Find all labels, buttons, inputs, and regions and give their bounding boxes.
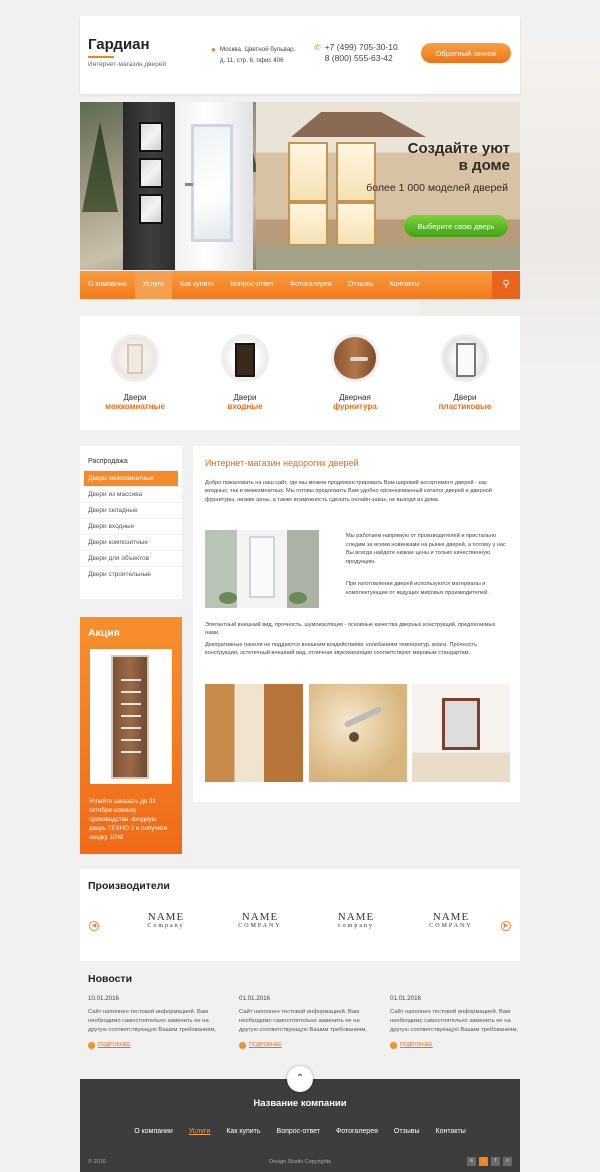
news-item — [88, 995, 220, 1049]
brand-logo[interactable] — [120, 911, 212, 929]
nav-item-contacts[interactable]: Контакты — [389, 281, 420, 288]
intro-text: Добро пожаловать на наш сайт, где мы можем продемонстрировать Вам широкий ассортимент дверей - как входных, так и межкомнатных. Мы готовы предложить Вам удобно организованный каталог дверей и дверной фурнитуры, низкие цены, а также возможность сделать онлайн-заказ, не выходя из дома. — [205, 480, 492, 503]
footer-nav-faq[interactable]: Вопрос-ответ — [276, 1128, 320, 1135]
arrow-right-icon: › — [239, 1042, 246, 1049]
promo-door-image — [90, 649, 172, 784]
phones — [314, 42, 398, 64]
footer-nav-reviews[interactable]: Отзывы — [393, 1128, 420, 1135]
category-plastic-doors[interactable] — [415, 334, 515, 430]
logo-underline — [88, 56, 114, 58]
hero-banner — [80, 102, 520, 270]
sidebar-item-objects[interactable]: Двери для объектов — [80, 550, 182, 566]
promo-text: Успейте заказать до 31 октября новинку производства -входную дверь ТЕХНО 2 и получите скидку 10%! — [89, 798, 168, 841]
brand-sub: Company — [147, 923, 185, 929]
news-more-label: ПОДРОБНЕЕ — [249, 1042, 282, 1048]
category-label: Двери — [123, 393, 147, 402]
news-heading: Новости — [88, 973, 133, 985]
news-section — [80, 965, 520, 1075]
footer-nav-services[interactable]: Услуги — [188, 1128, 211, 1135]
footer-nav-gallery[interactable]: Фотогалерея — [335, 1128, 378, 1135]
text-3: Элегантный внешний вид, прочность, шумоизоляция - основные качества дверных конструкций, предлагаемых нами. — [205, 622, 496, 637]
header — [80, 16, 520, 94]
map-pin-icon: ● — [211, 45, 216, 54]
news-date: 01.01.2016 — [390, 995, 421, 1002]
copyright: © 2016 — [88, 1159, 106, 1165]
callback-button[interactable]: Обратный звонок — [421, 43, 511, 63]
banner-title-line2: в доме — [458, 157, 510, 174]
address-line2: д. 11, стр. 6, офис 406 — [219, 57, 284, 64]
sidebar-item-construction[interactable]: Двери строительные — [80, 566, 182, 582]
side-text-2: При изготовлении дверей используются материалы и комплектующие от ведущих мировых производителей. — [346, 581, 489, 596]
sidebar-item-solid-wood[interactable]: Двери из массива — [80, 486, 182, 502]
phone-2[interactable]: 8 (800) 555-63-42 — [324, 53, 393, 63]
banner-doors-image — [80, 102, 260, 270]
banner-title-line1: Создайте уют — [407, 140, 510, 157]
news-more-label: ПОДРОБНЕЕ — [98, 1042, 131, 1048]
sidebar-menu — [80, 446, 182, 599]
news-text: Сайт наполнен тестовой информацией. Вам необходимо самостоятельно заменить ее на другую соответствующую Вашим требованиям, — [239, 1009, 367, 1033]
news-more-link[interactable] — [239, 1042, 371, 1049]
design-credit[interactable]: Design Studio Copyrights — [268, 1159, 332, 1165]
producers-heading: Производители — [88, 880, 170, 892]
entrance-door-image — [123, 102, 179, 270]
arrow-left-icon[interactable]: ◀ — [89, 921, 99, 931]
phone-icon: ✆ — [314, 43, 321, 52]
text-4: Декоративные панели не поддаются внешним воздействиям: колебаниям температур, влаги. Прочность конструкции, эстетичный внешний вид, отличная звукоизоляция соответствуют мировым стандартам. — [205, 642, 478, 657]
category-entrance-doors[interactable] — [195, 334, 295, 430]
news-text: Сайт наполнен тестовой информацией. Вам необходимо самостоятельно заменить ее на другую соответствующую Вашим требованиям, — [390, 1009, 518, 1033]
side-text-1: Мы работаем напрямую от производителей и пристально следим за всеми новинками на рынке дверей, а потому у нас Вы всегда найдете низкие цены и только качественную продукцию. — [346, 533, 506, 565]
news-item — [239, 995, 371, 1049]
white-door-image — [175, 102, 253, 270]
banner-title — [330, 140, 510, 174]
footer-company-name: Название компании — [253, 1098, 347, 1109]
brand-name: NAME — [241, 911, 279, 923]
sidebar-heading[interactable]: Распродажа — [88, 458, 128, 465]
sidebar-item-interior[interactable]: Двери межкомнатные — [84, 470, 178, 486]
tree-decoration — [82, 122, 118, 212]
logo[interactable]: Гардиан — [88, 36, 150, 53]
sidebar-item-entrance[interactable]: Двери входные — [80, 518, 182, 534]
brand-sub: COMPANY — [238, 923, 282, 929]
news-date: 01.01.2016 — [239, 995, 270, 1002]
nav-item-faq[interactable]: Вопрос-ответ — [230, 281, 274, 288]
sidebar-item-folding[interactable]: Двери складные — [80, 502, 182, 518]
news-item — [390, 995, 522, 1049]
chevron-up-icon[interactable]: ⌃ — [287, 1066, 313, 1092]
category-door-hardware[interactable] — [305, 334, 405, 430]
promo-block[interactable] — [80, 617, 182, 854]
brand-logo[interactable] — [228, 911, 292, 929]
search-icon[interactable]: ⚲ — [492, 271, 520, 299]
promo-title: Акция — [88, 627, 120, 639]
brand-name: NAME — [432, 911, 470, 923]
nav-item-reviews[interactable]: Отзывы — [347, 281, 374, 288]
nav-item-gallery[interactable]: Фотогалерея — [289, 281, 332, 288]
footer — [80, 1073, 520, 1172]
door-hardware-thumbnail — [331, 334, 379, 382]
brand-sub: company — [338, 923, 374, 929]
facebook-icon[interactable]: f — [491, 1157, 500, 1166]
twitter-icon[interactable]: t — [479, 1157, 488, 1166]
entrance-photo — [205, 530, 319, 608]
nav-item-how-to-buy[interactable]: Как купить — [180, 281, 215, 288]
plastic-door-thumbnail — [441, 334, 489, 382]
address-line1: Москва, Цветной бульвар, — [219, 46, 296, 53]
entrance-door-thumbnail — [221, 334, 269, 382]
window-photo — [412, 684, 510, 782]
category-label: Двери — [453, 393, 477, 402]
main-nav — [80, 271, 520, 299]
producers-section — [80, 869, 520, 961]
footer-nav-how-to-buy[interactable]: Как купить — [226, 1128, 261, 1135]
choose-door-button[interactable]: Выберите свою дверь — [404, 215, 508, 237]
news-more-link[interactable] — [390, 1042, 522, 1049]
categories — [80, 316, 520, 430]
category-label-accent: фурнитура — [333, 402, 377, 411]
brand-name: NAME — [147, 911, 185, 923]
footer-nav — [80, 1128, 520, 1135]
arrow-right-icon: › — [390, 1042, 397, 1049]
banner-subtitle: более 1 000 моделей дверей — [366, 182, 508, 194]
news-more-link[interactable] — [88, 1042, 220, 1049]
tagline: Интернет-магазин дверей — [88, 61, 167, 68]
handle-photo — [309, 684, 407, 782]
footer-nav-about[interactable]: О компании — [134, 1128, 173, 1135]
vk-icon[interactable]: в — [467, 1157, 476, 1166]
category-label-accent: входные — [227, 402, 263, 411]
category-label: Дверная — [339, 393, 371, 402]
social-links — [467, 1157, 512, 1166]
address — [211, 44, 295, 66]
phone-1[interactable]: +7 (499) 705-30-10 — [324, 42, 398, 52]
brand-sub: COMPANY — [429, 923, 473, 929]
category-interior-doors[interactable] — [85, 334, 185, 430]
footer-nav-contacts[interactable]: Контакты — [435, 1128, 466, 1135]
brand-logo[interactable] — [426, 911, 476, 929]
nav-item-about[interactable]: О компании — [88, 281, 127, 288]
news-more-label: ПОДРОБНЕЕ — [400, 1042, 433, 1048]
news-date: 10.01.2016 — [88, 995, 119, 1002]
brand-name: NAME — [337, 911, 375, 923]
arrow-right-icon[interactable]: ▶ — [501, 921, 511, 931]
interior-door-thumbnail — [111, 334, 159, 382]
nav-item-services[interactable]: Услуги — [135, 271, 173, 299]
category-label-accent: пластиковые — [438, 402, 492, 411]
odnoklassniki-icon[interactable]: o — [503, 1157, 512, 1166]
category-label-accent: межкомнатные — [105, 402, 165, 411]
interior-photo — [205, 684, 303, 782]
sidebar-item-composite[interactable]: Двери композитные — [80, 534, 182, 550]
main-content — [193, 446, 520, 802]
category-label: Двери — [233, 393, 257, 402]
brand-logo[interactable] — [316, 911, 396, 929]
page-title: Интернет-магазин недорогих дверей — [205, 458, 359, 468]
news-text: Сайт наполнен тестовой информацией. Вам необходимо самостоятельно заменить ее на другую соответствующую Вашим требованиям, — [88, 1009, 216, 1033]
arrow-right-icon: › — [88, 1042, 95, 1049]
